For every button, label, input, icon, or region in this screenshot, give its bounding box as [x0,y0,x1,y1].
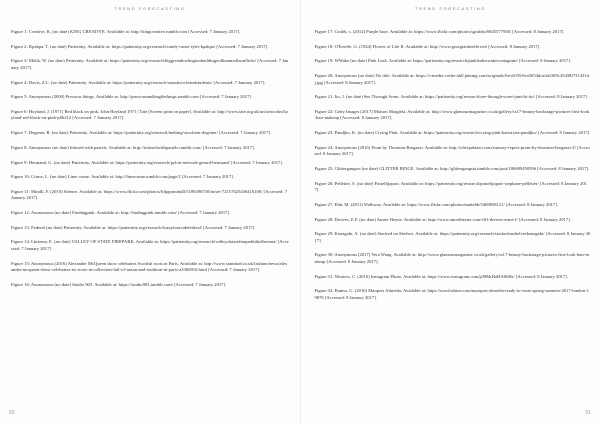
reference-entry: Figure 18: O'Keeffe, G. (1924) Flower of Life II. Available at: http://www.georgiaokeeffe.net/ [Accessed: 8 January 2017]. [314,43,541,49]
reference-entry: Figure 20: Anonymous (no date) No title. Available at: https://s-media-cache-ak0.pinimg.com/originals/6e/a5/05/6ea5054dcafaf20f9c35d38f731431dj.jpg [Accessed: 8 January 2017]. [314,73,589,85]
reference-entry: Figure 21: Ito, J. (no date) See Through Scent. Available at: https://patternity.org/research/see-through-scent-junichi-ito/ [Accessed: 8 January 2017]. [314,94,588,100]
page-number-left: 50 [9,410,15,416]
reference-entry: Figure 29: Kenagaki, A. (no date) Stacked on Shelves. Available at: https://patternity.org/research/stackedonshelveskenagaki/ [Accessed: 8 January 2017]. [314,231,591,243]
reference-entry: Figure 4: Davis, Z.L. (no date) Patternity. Available at: https://patternity.org/research/smashcircleandstudents/ [Accessed: 7 January 2017]. [11,79,266,85]
reference-entry: Figure 8: Anonymous (no date) Infused with pastels. Available at: http://infusedwithpastels.tumblr.com/ [Accessed: 7 January 2017]. [11,144,255,150]
reference-entry: Figure 30: Anonymous (2017) Vera Wang. Available at: http://www.glamourmagazine.co.uk/gallery/ss17-beauty-backstage-pictures-first-look-hair-makeup [Accessed: 8 January 2017]. [314,252,590,264]
reference-entry: Figure 22: Getty Images (2017) Maison Margiela. Available at: http://www.glamourmagazine.co.uk/gallery/ss17-beauty-backstage-pictures-first-look-hair-makeup [Accessed: 8 January 2017]. [314,108,590,121]
reference-entry: Figure 5: Anonymous (2000) Precious things. Available at: http://preciousandfragilethings.tumblr.com [Accessed: 7 January 2017]. [11,94,253,100]
reference-entry: Figure 25: Glittergangsta (no date) GLITTER BINGE. Available at: http://glittergangsta.tumblr.com/post/106689450596 [Accessed: 8 January 2017]. [314,166,590,171]
reference-entry: Figure 2: Kpakpa, T. (no date) Patternity. Available at: https://patternity.org/research/candy-camo-tyler-kpakpa/ [Accessed: 7 January 2017]. [11,43,269,49]
reference-entry: Figure 31: Wooters, C. (2016) Instagram Photo. Available at: https://www.instagram.com/p/BMrHaHA0bHs/ [Accessed: 8 January 2017]. [314,273,568,279]
reference-entry: Figure 28: Drewes, E.F. (no date) Amrei Heyne. Available at: http://www.amreiheyne.com/v01/drewes-ernst-f/ [Accessed: 8 January 2017]. [314,216,571,222]
reference-entry: Figure 17: Grubb, s. (2012) Purple haze. Available at: https://www.flickr.com/photos/sgrubbs/6845577938/ [Accessed: 8 January 2017]. [314,29,565,34]
reference-entry: Figure 16: Anonymous (no date) Studio 903. Available at: https://studio903.tumblr.com/ [Accessed: 7 January 2017]. [11,281,227,287]
reference-entry: Figure 27: Ebb, M. (2011) Walkway. Available at: https://www.flickr.com/photos/mattebb/5408858121/ [Accessed: 8 January 2017]. [314,201,558,207]
reference-list-left [11,29,289,297]
reference-entry: Figure 1: Creative, K. (no date) KING CREATIVE. Available at: http://kingcreative.tumblr.com [Accessed: 7 January 2017]. [11,29,241,34]
reference-list-right [315,29,591,310]
right-page [301,0,600,424]
reference-entry: Figure 9: Hermand, G. (no date) Patternity. Available at: https://patternity.org/research/pylon-network-gerard-hermand/ [Accessed: 7 January 2017]. [11,159,283,165]
reference-entry: Figure 10: Crime, L. (no date) Lime crime. Available at: http://limecrime.tumblr.com/page/2 [Accessed: 7 January 2017]. [11,174,234,180]
reference-entry: Figure 15: Anonymous (2016) Alexander McQueen show celebrates Scottish roots in Paris. Available at: http://www.standard.co.uk/fashion/news/alexander-mcqueen-show-celebrates-its-roots-in-collection-full-of-tartan-and-tradition-in-paris-a3366916.html [Accessed: 7 January 2017]. [11,260,288,273]
reference-entry: Figure 12: Anonymous (no date) Findingpink. Available at: http://findingpink.tumblr.com/ [Accessed: 7 January 2017]. [11,210,231,216]
reference-entry: Figure 13: Federal (no date) Patternity. Available at: https://patternity.org/research/fuzzyfoursidefederal/ [Accessed: 7 January 2017]. [11,224,256,230]
running-header-right: TREND FORECASTING [415,6,486,11]
reference-entry: Figure 24: Anonymous (2016) Prom by Thornton Bregazzi. Available at: http://olivipalazzo.com/runway-report-prom-by-thornton-bregazzi-2/ [Accessed: 8 January 2017]. [314,144,590,157]
reference-entry: Figure 6: Hoyland, J. (1971) Red black on pink, John Hoyland 1971 | Tate [Screen print on paper]. Available at: http://www.tate.org.uk/art/artworks/hoyland-red-black-on-pink-p06212 [Accessed: 7 January 2017]. [11,108,289,121]
reference-entry: Figure 7: Degener, R. (no date) Patternity. Available at: https://patternity.org/research/melting-stoolsent-degener/ [Accessed: 7 January 2017]. [11,130,272,136]
running-header-left: TREND FORECASTING [114,6,186,11]
reference-entry: Figure 23: Pandjko, K. (no date) Crying Pink. Available at: https://patternity.org/research/crying-pink-katerryna-pandjko/ [Accessed: 8 January 2017]. [314,130,591,136]
reference-entry: Figure 26: Pelletier, S. (no date) Pastellijapaw. Available at: https://patternity.org/research/pastelijapaw-stephane-pelletier/ [Accessed: 8 January 2017]. [314,180,587,193]
page-number-right: 51 [585,410,591,416]
reference-entry: Figure 19: WWake (no date) Pink Leak. Available at: https://patternity.org/research/pinkleakwwakecontagram/ [Accessed: 8 January 2017]. [314,58,571,64]
reference-entry: Figure 32: Baimo, G. (2016) Marques Almeida. Available at: https://nowfashion.com/marques-almeida-ready-to-wear-spring-summer-2017-london-19876 [Accessed: 8 January 2017]. [314,288,589,300]
reference-entry: Figure 11: Mindli, F. (2010) Silence. Available at: https://www.flickr.com/photos/filippomindli/5189496730/in/set-72157625436416106/ [Accessed: 7 January 2017]. [11,188,288,201]
reference-entry: Figure 3: Molla, W. (no date) Patternity. Available at: https://patternity.org/research/biggreenhoelingtonbuildingwilliammollaonflickr/ [Accessed: 7 January 2017]. [11,58,289,70]
reference-entry: Figure 14: Lhriema, E. (no date) VALLEY OF STATE FIREPARK. Available at: https://patternity.org/research/valleyofstatefireparkhikelhriema/ [Accessed: 7 January 2017]. [11,239,289,251]
